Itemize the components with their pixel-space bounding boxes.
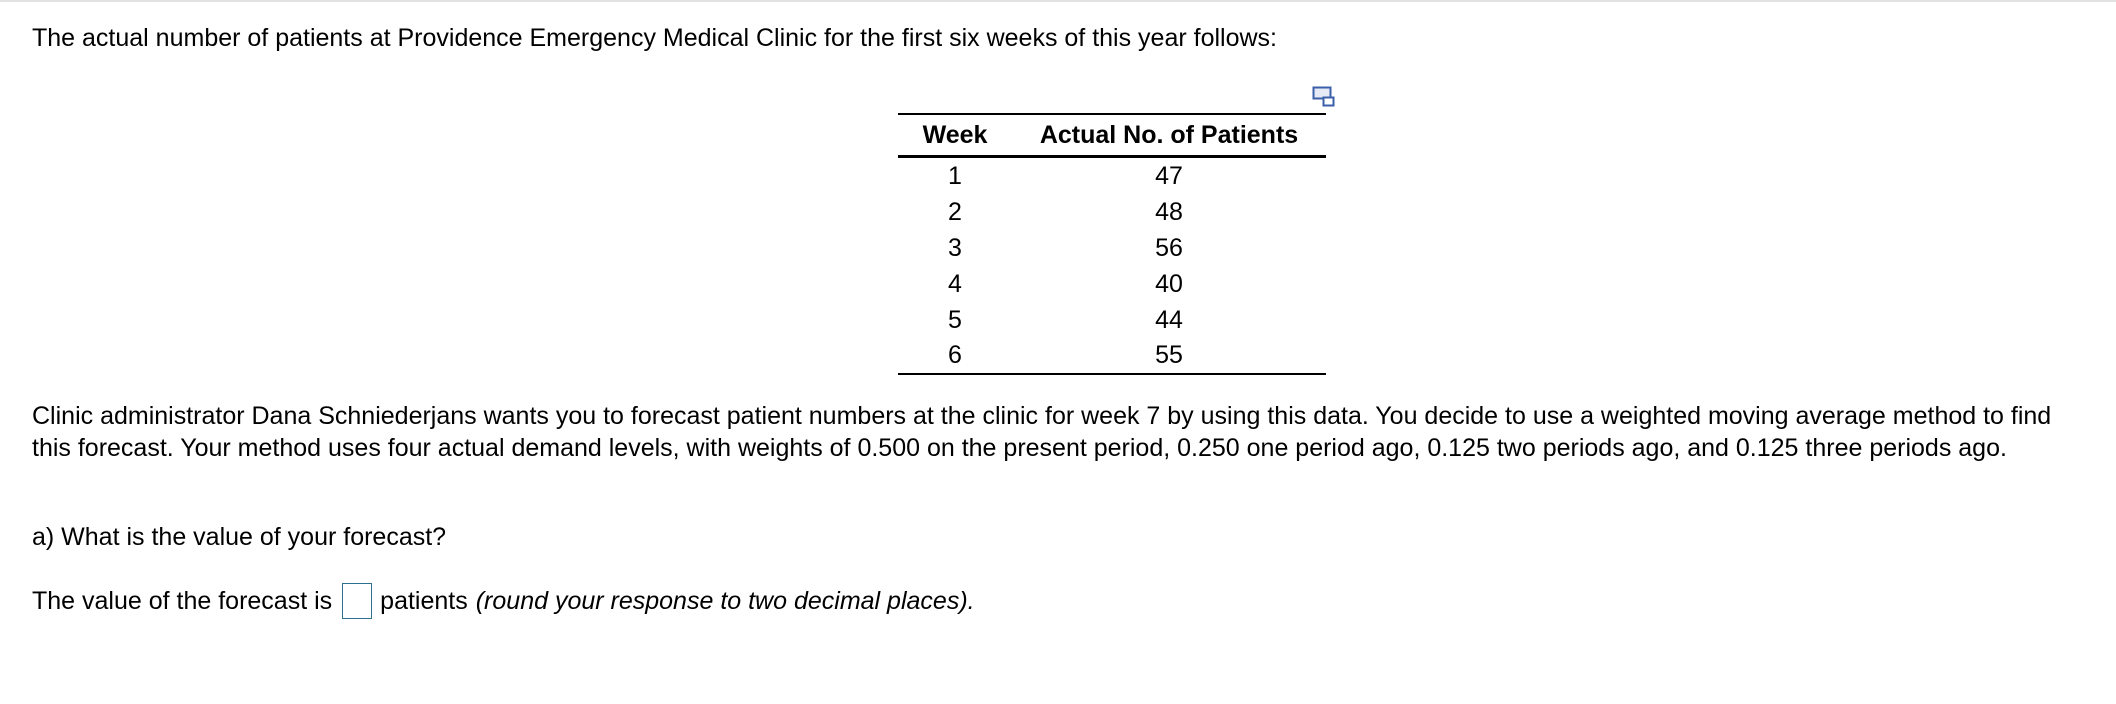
patients-cell: 44 (1155, 305, 1183, 334)
patients-cell: 55 (1012, 338, 1326, 374)
week-cell: 3 (948, 233, 962, 262)
question-a: a) What is the value of your forecast? (32, 523, 447, 551)
table-header-row (898, 114, 1326, 157)
header-patients: Actual No. of Patients (1012, 114, 1326, 157)
table-row (898, 230, 1326, 266)
answer-line (32, 583, 975, 619)
patients-table (898, 113, 1326, 375)
week-cell: 5 (948, 305, 962, 334)
week-cell: 6 (898, 338, 1012, 374)
patients-cell: 56 (1155, 233, 1183, 262)
expand-table-icon[interactable] (1312, 86, 1336, 108)
intro-text: The actual number of patients at Providence Emergency Medical Clinic for the first six weeks of this year follows: (32, 24, 1277, 52)
table-row (898, 266, 1326, 302)
week-cell: 2 (948, 197, 962, 226)
rounding-hint: (round your response to two decimal places). (475, 587, 975, 615)
patients-cell: 48 (1155, 197, 1183, 226)
patients-cell: 40 (1155, 269, 1183, 298)
problem-description: Clinic administrator Dana Schniederjans wants you to forecast patient numbers at the clinic for week 7 by using this data. You decide to use a weighted moving average method to find this forecast. Your method uses four actual demand levels, with weights of 0.500 on the present period, 0.250 one period ago, 0.125 two periods ago, and 0.125 three periods ago. (32, 402, 2052, 462)
table-row (898, 338, 1326, 374)
week-cell: 1 (948, 161, 962, 190)
header-week: Week (898, 114, 1012, 157)
answer-prefix: The value of the forecast is (32, 587, 333, 615)
forecast-answer-input[interactable] (342, 583, 372, 619)
top-divider (0, 0, 2116, 2)
patients-cell: 47 (1155, 161, 1183, 190)
table-row (898, 157, 1326, 195)
table-row (898, 194, 1326, 230)
week-cell: 4 (948, 269, 962, 298)
table-row (898, 302, 1326, 338)
answer-suffix: patients (380, 587, 468, 615)
